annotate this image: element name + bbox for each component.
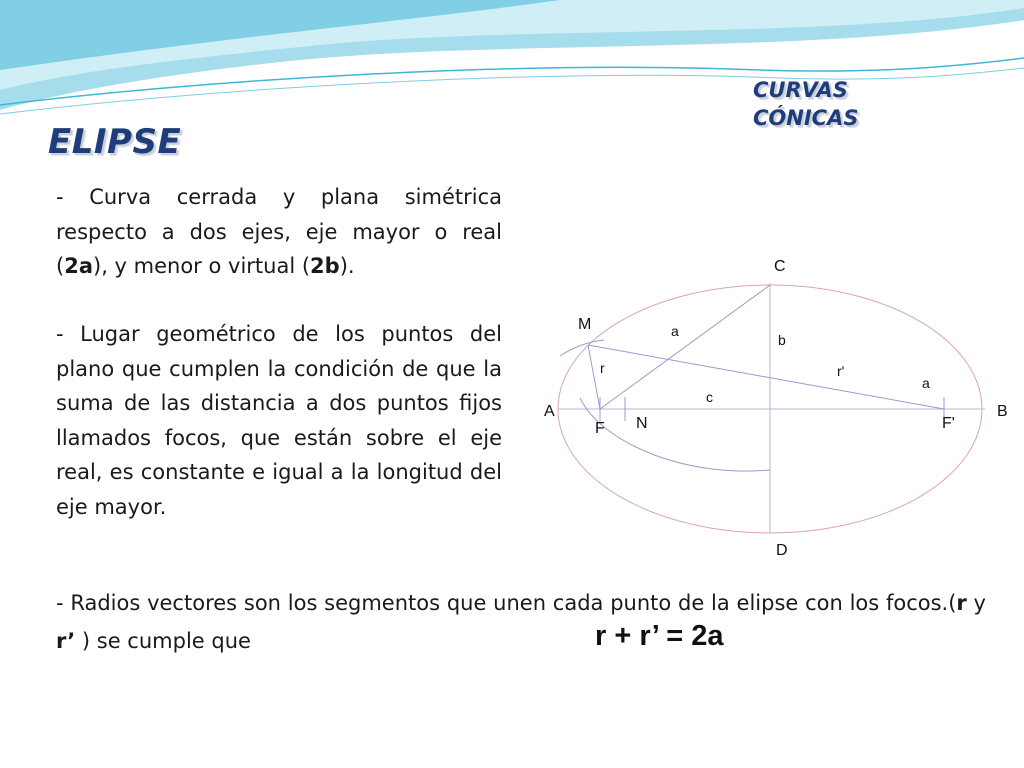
label-F-prime: F' (942, 415, 955, 432)
label-B: B (997, 403, 1008, 420)
p1-bold-2a: 2a (64, 254, 93, 278)
header-wave-decoration (0, 0, 1024, 120)
label-A: A (544, 403, 555, 420)
paragraph-locus: - Lugar geométrico de los puntos del plano que cumplen la condición de que la suma de las distancia a dos puntos fijos llamados focos, que están sobre el eje real, es constante e igual a la longitud del eje mayor. (56, 322, 502, 519)
arc-near-M (560, 340, 604, 356)
label-a-left: a (671, 323, 679, 339)
p1-text-1: - Curva cerrada y plana simétrica respecto a dos ejes, eje mayor o real ( (56, 185, 502, 278)
label-a-right: a (922, 375, 930, 391)
label-N: N (636, 415, 648, 432)
p1-text-3: ). (339, 254, 355, 278)
label-D: D (776, 542, 788, 559)
label-r: r (600, 360, 605, 376)
p1-bold-2b: 2b (310, 254, 340, 278)
label-r-prime: r' (837, 363, 845, 379)
radius-vector-r (588, 345, 600, 409)
label-b: b (778, 332, 786, 348)
section-tag-line1: CURVAS (753, 78, 848, 102)
radius-vector-r-prime (588, 345, 944, 409)
p3-text-1: - Radios vectores son los segmentos que unen cada punto de la elipse con los focos.( (56, 591, 957, 615)
segment-F-C (600, 285, 770, 409)
label-F: F (595, 420, 605, 437)
p3-bold-r-prime: r’ (56, 629, 76, 653)
paragraph-radius-vectors (56, 584, 986, 660)
p3-bold-r: r (956, 591, 967, 615)
p3-text-2: y (966, 591, 986, 615)
p3-text-3: ) se cumple que (75, 629, 251, 653)
section-tag-line2: CÓNICAS (753, 106, 859, 130)
formula: r + r’ = 2a (595, 620, 724, 652)
label-C: C (774, 258, 786, 275)
section-tag (753, 76, 858, 132)
label-M: M (578, 316, 592, 333)
slide-title: ELIPSE (48, 122, 182, 162)
ellipse-diagram (530, 250, 1020, 570)
paragraph-definition (56, 180, 502, 284)
p1-text-2: ), y menor o virtual ( (93, 254, 311, 278)
label-c: c (706, 389, 713, 405)
